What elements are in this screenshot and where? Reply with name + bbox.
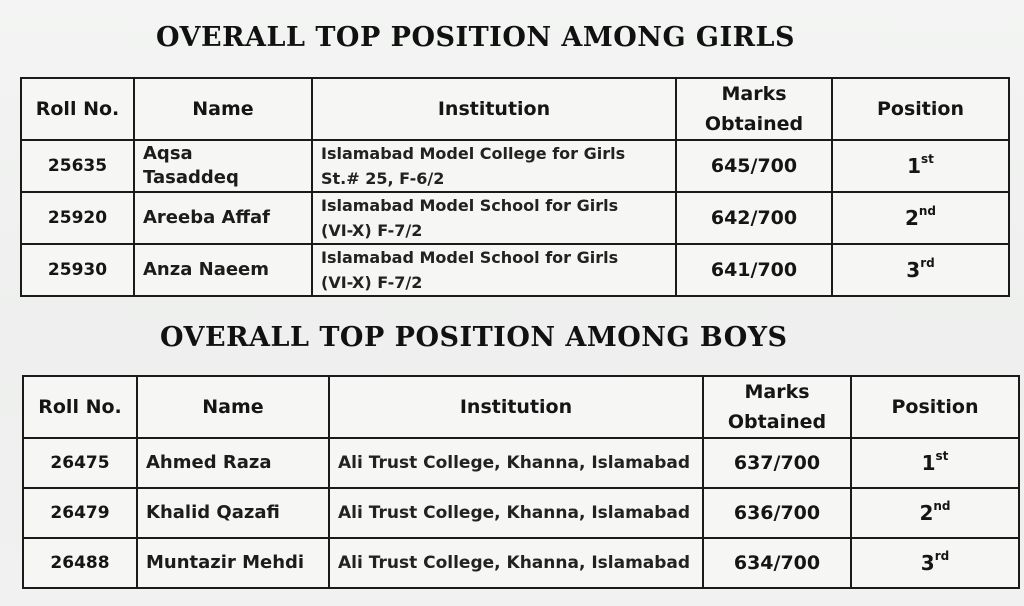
position-number: 2 xyxy=(904,206,919,230)
position-cell xyxy=(851,488,1019,538)
table-row xyxy=(23,538,1019,588)
position-number: 1 xyxy=(907,154,922,178)
institution-line1: Islamabad Model School for Girls xyxy=(321,248,619,267)
roll-no-cell: 25930 xyxy=(21,244,134,296)
marks-cell: 641/700 xyxy=(676,244,832,296)
header-marks-line1: Marks xyxy=(744,381,810,403)
header-marks-obtained xyxy=(676,78,832,140)
name-line1: Anza Naeem xyxy=(143,259,270,280)
boys-results-table xyxy=(22,375,1020,589)
institution-line2: (VI-X) F-7/2 xyxy=(321,273,423,292)
header-name: Name xyxy=(134,78,312,140)
header-marks-obtained xyxy=(703,376,851,438)
name-cell: Khalid Qazafi xyxy=(137,488,329,538)
position-suffix: nd xyxy=(918,204,937,219)
institution-cell xyxy=(312,192,676,244)
header-name: Name xyxy=(137,376,329,438)
position-cell xyxy=(851,438,1019,488)
position-cell xyxy=(851,538,1019,588)
roll-no-cell: 26479 xyxy=(23,488,137,538)
institution-line2: (VI-X) F-7/2 xyxy=(321,221,423,240)
name-cell xyxy=(134,140,312,192)
marks-cell: 637/700 xyxy=(703,438,851,488)
roll-no-cell: 26488 xyxy=(23,538,137,588)
header-institution: Institution xyxy=(312,78,676,140)
marks-cell: 634/700 xyxy=(703,538,851,588)
boys-section-title: OVERALL TOP POSITION AMONG BOYS xyxy=(160,322,788,353)
name-cell xyxy=(134,192,312,244)
position-suffix: st xyxy=(921,152,934,167)
name-cell: Ahmed Raza xyxy=(137,438,329,488)
name-cell xyxy=(134,244,312,296)
table-row xyxy=(23,488,1019,538)
marks-cell: 642/700 xyxy=(676,192,832,244)
position-cell xyxy=(832,140,1009,192)
institution-line1: Islamabad Model School for Girls xyxy=(321,196,619,215)
marks-cell: 636/700 xyxy=(703,488,851,538)
roll-no-cell: 25635 xyxy=(21,140,134,192)
position-number: 3 xyxy=(920,551,935,575)
position-number: 3 xyxy=(906,258,921,282)
table-header-row xyxy=(23,376,1019,438)
roll-no-cell: 26475 xyxy=(23,438,137,488)
institution-cell: Ali Trust College, Khanna, Islamabad xyxy=(329,438,703,488)
institution-line2: St.# 25, F-6/2 xyxy=(321,169,445,188)
roll-no-cell: 25920 xyxy=(21,192,134,244)
institution-cell: Ali Trust College, Khanna, Islamabad xyxy=(329,538,703,588)
header-roll-no: Roll No. xyxy=(21,78,134,140)
name-cell: Muntazir Mehdi xyxy=(137,538,329,588)
marks-cell: 645/700 xyxy=(676,140,832,192)
girls-section-title: OVERALL TOP POSITION AMONG GIRLS xyxy=(156,22,796,53)
table-row xyxy=(21,192,1009,244)
position-suffix: rd xyxy=(934,549,950,564)
position-number: 1 xyxy=(921,451,936,475)
institution-cell xyxy=(312,140,676,192)
institution-cell xyxy=(312,244,676,296)
header-position: Position xyxy=(851,376,1019,438)
position-cell xyxy=(832,192,1009,244)
header-marks-line2: Obtained xyxy=(704,113,804,135)
header-institution: Institution xyxy=(329,376,703,438)
table-row xyxy=(21,244,1009,296)
name-line1: Aqsa xyxy=(143,143,193,164)
header-roll-no: Roll No. xyxy=(23,376,137,438)
header-position: Position xyxy=(832,78,1009,140)
name-line2: Tasaddeq xyxy=(143,167,239,188)
position-suffix: st xyxy=(935,449,949,464)
table-header-row xyxy=(21,78,1009,140)
position-suffix: rd xyxy=(920,256,935,271)
institution-cell: Ali Trust College, Khanna, Islamabad xyxy=(329,488,703,538)
position-number: 2 xyxy=(919,501,934,525)
institution-line1: Islamabad Model College for Girls xyxy=(321,144,626,163)
table-row xyxy=(23,438,1019,488)
name-line1: Areeba Affaf xyxy=(143,207,271,228)
position-suffix: nd xyxy=(933,499,951,514)
girls-results-table xyxy=(20,77,1010,297)
header-marks-line2: Obtained xyxy=(727,411,827,433)
table-row xyxy=(21,140,1009,192)
header-marks-line1: Marks xyxy=(721,83,787,105)
position-cell xyxy=(832,244,1009,296)
